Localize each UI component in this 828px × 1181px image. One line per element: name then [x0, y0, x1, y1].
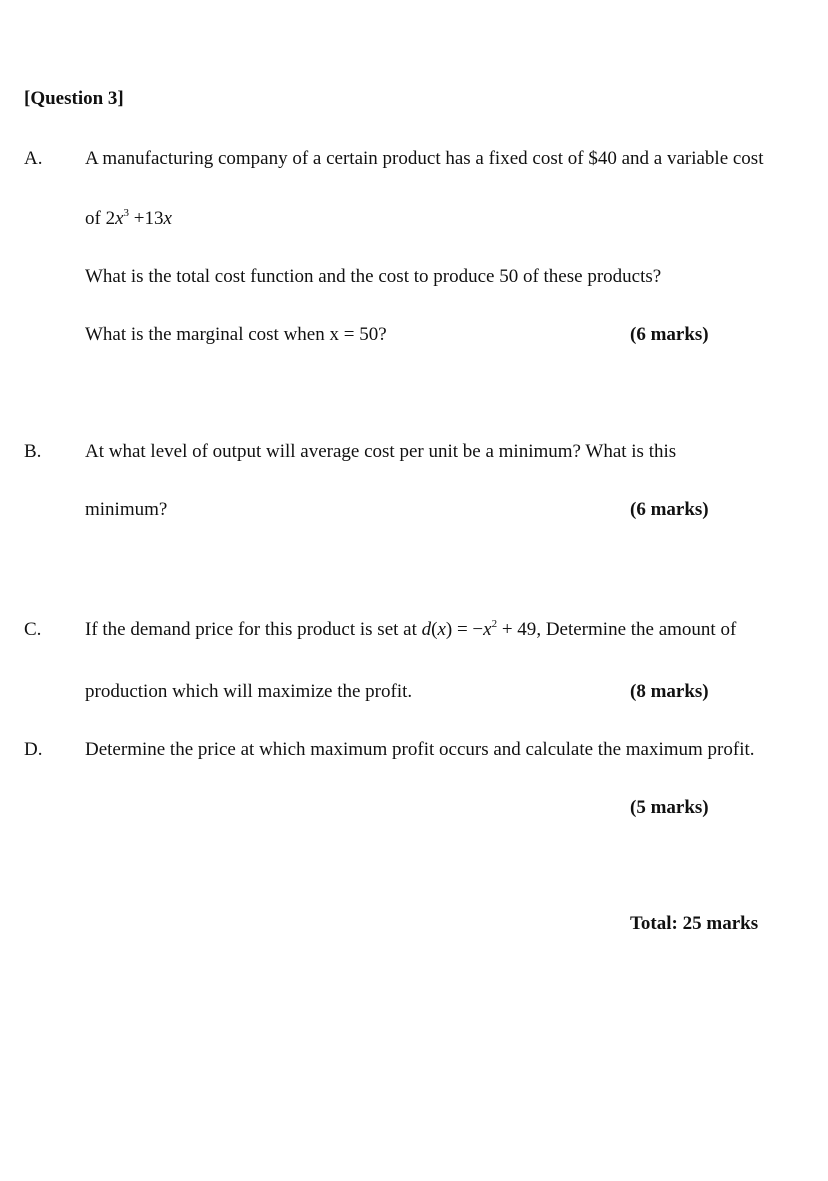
- part-c-line1: [85, 619, 736, 641]
- part-c-line1-suffix: , Determine the amount of: [536, 619, 737, 640]
- fn-name: d: [421, 619, 432, 640]
- part-b-marks: (6 marks): [630, 499, 709, 520]
- fn-var2: x: [483, 619, 492, 640]
- part-d-marks: (5 marks): [630, 797, 709, 818]
- part-c-letter: C.: [24, 619, 42, 640]
- part-a-line4: What is the marginal cost when x = 50?: [85, 324, 387, 345]
- part-a-line2-prefix: of: [85, 208, 101, 229]
- question-title: [Question 3]: [24, 88, 124, 109]
- fn-open: (: [431, 619, 438, 640]
- expr-coef: 2: [105, 208, 116, 229]
- part-a-letter: A.: [24, 148, 43, 169]
- part-c-line2: production which will maximize the profit.: [85, 681, 413, 702]
- variable-cost-expression: [106, 208, 172, 229]
- fn-rest: + 49: [497, 619, 537, 640]
- expr-var: x: [115, 208, 124, 229]
- expr-rest-op: +13: [133, 208, 164, 229]
- part-b-line1: At what level of output will average cost per unit be a minimum? What is this: [85, 441, 677, 462]
- fn-close: ) = −: [445, 619, 484, 640]
- part-d-line1: Determine the price at which maximum profit occurs and calculate the maximum profit.: [85, 739, 755, 760]
- demand-function: [422, 619, 537, 640]
- fn-exp: 2: [491, 618, 498, 630]
- part-c-line1-prefix: If the demand price for this product is set at: [85, 619, 417, 640]
- fn-var: x: [437, 619, 446, 640]
- part-a-marks: (6 marks): [630, 324, 709, 345]
- part-d-letter: D.: [24, 739, 43, 760]
- total-marks: Total: 25 marks: [630, 913, 759, 934]
- part-a-line3: What is the total cost function and the cost to produce 50 of these products?: [85, 266, 662, 287]
- part-a-line2: [85, 208, 172, 230]
- part-b-letter: B.: [24, 441, 42, 462]
- part-b-line2: minimum?: [85, 499, 168, 520]
- expr-exp: 3: [123, 207, 130, 219]
- part-a-line1: A manufacturing company of a certain product has a fixed cost of $40 and a variable cost: [85, 148, 764, 169]
- part-c-marks: (8 marks): [630, 681, 709, 702]
- expr-rest-var: x: [163, 208, 172, 229]
